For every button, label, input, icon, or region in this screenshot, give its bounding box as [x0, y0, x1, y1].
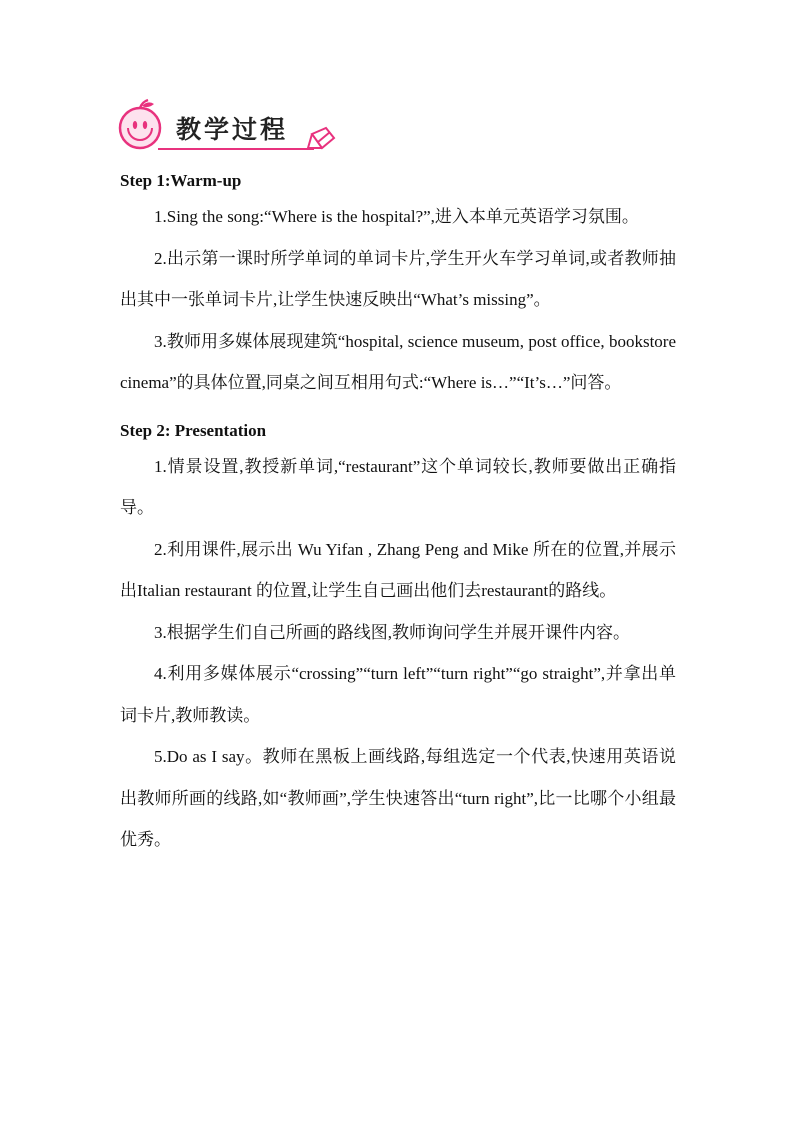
banner-title: 教学过程	[176, 115, 289, 144]
paragraph: 3.根据学生们自己所画的路线图,教师询问学生并展开课件内容。	[154, 622, 630, 642]
section-banner	[118, 98, 338, 156]
section-step-1	[120, 166, 676, 404]
spacer	[120, 404, 676, 416]
apple-icon	[120, 100, 160, 148]
lesson-process	[120, 166, 676, 861]
section-step-2	[120, 416, 676, 861]
paragraph: 1.Sing the song:“Where is the hospital?”,进入本单元英语学习氛围。	[154, 207, 639, 226]
section-heading: Step 2: Presentation	[120, 420, 267, 440]
paragraph: 3.教师用多媒体展现建筑“hospital, science museum, post office, bookstore cinema”的具体位置,同桌之间互相用句式:“Where is…”“It’s…”问答。	[120, 331, 676, 392]
section-heading: Step 1:Warm-up	[120, 171, 242, 190]
paragraph: 2.利用课件,展示出 Wu Yifan , Zhang Peng and Mike 所在的位置,并展示出Italian restaurant 的位置,让学生自己画出他们去restaurant的路线。	[120, 539, 676, 600]
paragraph: 4.利用多媒体展示“crossing”“turn left”“turn right”“go straight”,并拿出单词卡片,教师教读。	[120, 664, 676, 725]
paragraph: 5.Do as I say。教师在黑板上画线路,每组选定一个代表,快速用英语说出教师所画的线路,如“教师画”,学生快速答出“turn right”,比一比哪个小组最优秀。	[120, 747, 676, 849]
paragraph: 2.出示第一课时所学单词的单词卡片,学生开火车学习单词,或者教师抽出其中一张单词卡片,让学生快速反映出“What’s missing”。	[120, 248, 676, 309]
paragraph: 1.情景设置,教授新单词,“restaurant”这个单词较长,教师要做出正确指导。	[120, 456, 676, 517]
pencil-icon	[308, 128, 334, 148]
